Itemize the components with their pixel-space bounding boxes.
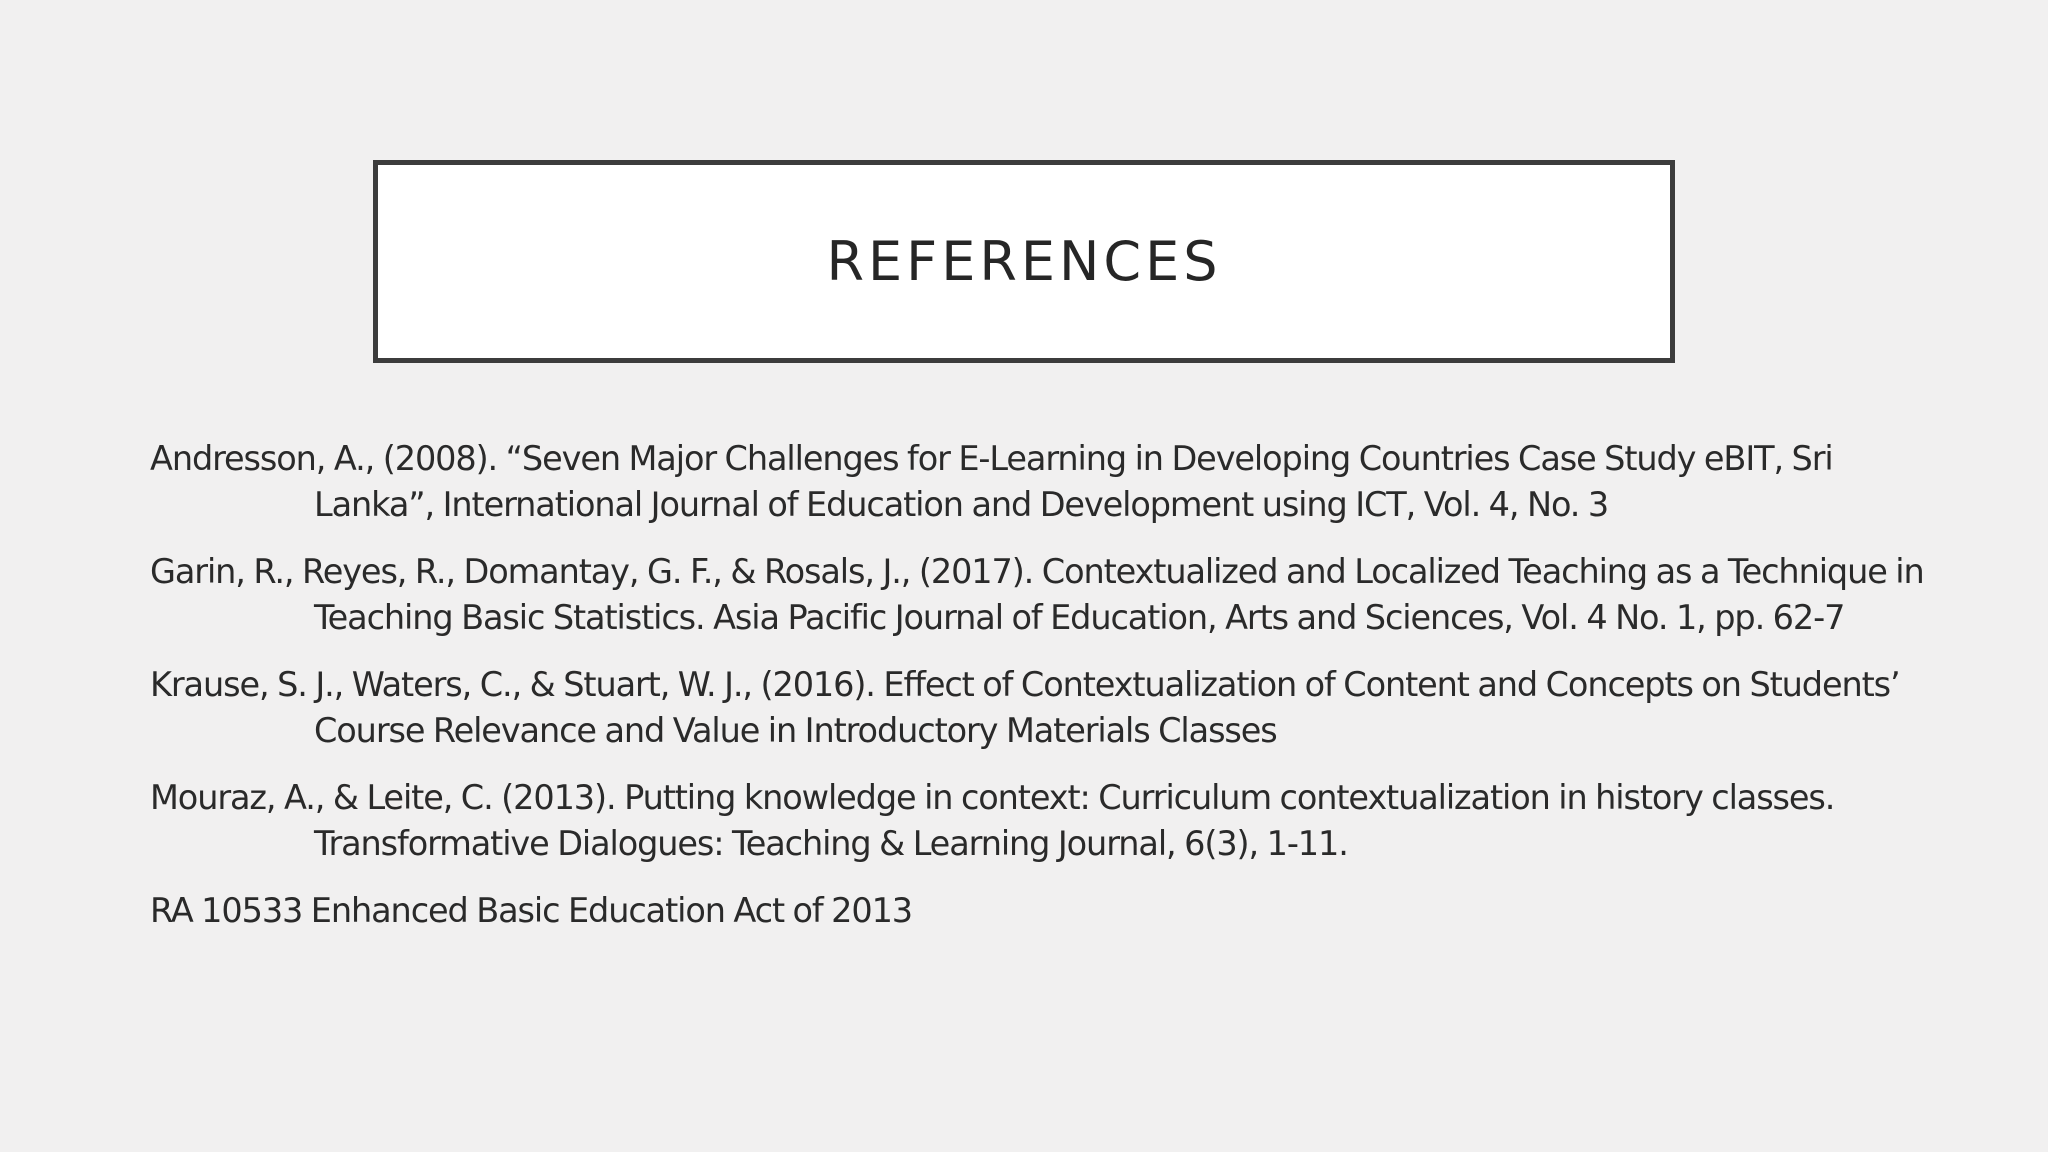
reference-line-2: Teaching Basic Statistics. Asia Pacific Journal of Education, Arts and Sciences, Vol. 4 No. 1, pp. 62-7 <box>314 598 1845 637</box>
slide-title: REFERENCES <box>826 230 1222 293</box>
reference-line-1: Garin, R., Reyes, R., Domantay, G. F., & Rosals, J., (2017). Contextualized and Localized Teaching as a Technique in <box>150 552 1924 591</box>
reference-line-1: RA 10533 Enhanced Basic Education Act of 2013 <box>150 891 913 930</box>
reference-line-1: Andresson, A., (2008). “Seven Major Challenges for E-Learning in Developing Countries Case Study eBIT, Sri <box>150 439 1833 478</box>
reference-item <box>150 888 1910 934</box>
reference-line-2: Transformative Dialogues: Teaching & Learning Journal, 6(3), 1-11. <box>314 824 1348 863</box>
reference-item <box>150 436 1910 528</box>
reference-item <box>150 662 1910 754</box>
reference-line-2: Lanka”, International Journal of Education and Development using ICT, Vol. 4, No. 3 <box>314 485 1609 524</box>
reference-line-2: Course Relevance and Value in Introductory Materials Classes <box>314 711 1277 750</box>
reference-item <box>150 549 1924 641</box>
title-box <box>373 160 1675 363</box>
references-list <box>150 436 1924 934</box>
reference-line-1: Mouraz, A., & Leite, C. (2013). Putting knowledge in context: Curriculum contextualization in history classes. <box>150 778 1835 817</box>
reference-line-1: Krause, S. J., Waters, C., & Stuart, W. J., (2016). Effect of Contextualization of Content and Concepts on Students’ <box>150 665 1900 704</box>
reference-item <box>150 775 1910 867</box>
